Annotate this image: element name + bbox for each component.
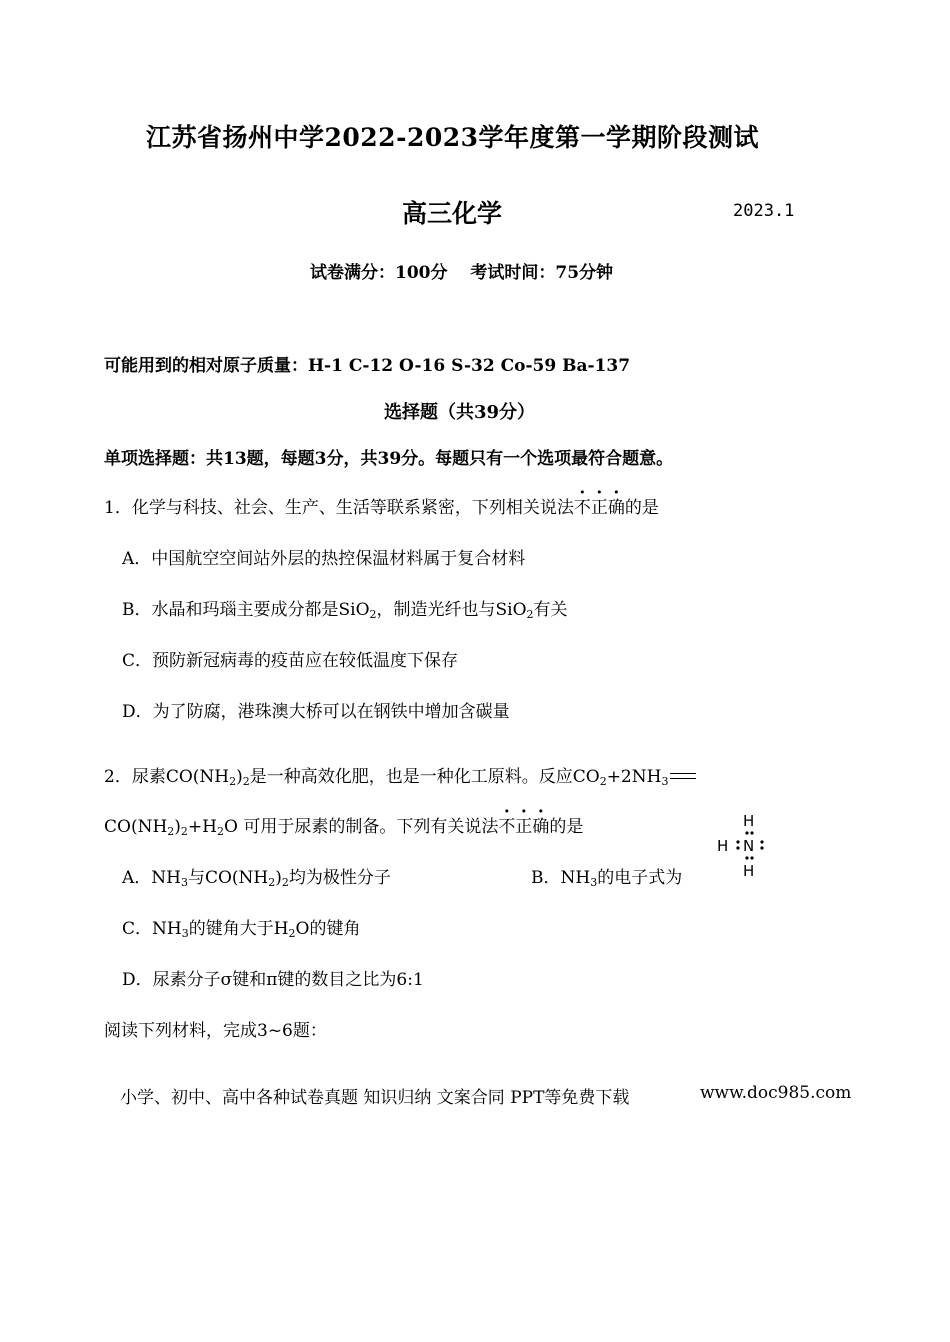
q1-stem-text: 1．化学与科技、社会、生产、生活等联系紧密，下列相关说法 bbox=[104, 498, 574, 518]
lewis-electron-dots bbox=[714, 812, 774, 884]
q2-option-a-text: ) bbox=[275, 868, 282, 888]
q2-option-d: D．尿素分子σ键和π键的数目之比为6:1 bbox=[122, 970, 424, 990]
q2-option-a bbox=[122, 863, 391, 888]
q1-option-b-text: 有关 bbox=[533, 600, 568, 620]
lewis-h-top: H bbox=[743, 812, 755, 830]
q2-option-b-text: B．NH bbox=[531, 868, 591, 888]
q2-emph-char: 正 bbox=[515, 817, 533, 837]
q2-option-b bbox=[531, 863, 682, 888]
q2-text: 的是 bbox=[549, 817, 584, 837]
exam-date: 2023.1 bbox=[733, 201, 795, 221]
q1-option-b bbox=[122, 595, 568, 620]
q2-option-c bbox=[122, 914, 360, 939]
q2-text: +H bbox=[187, 817, 217, 837]
subscript: 3 bbox=[181, 927, 189, 940]
atomic-masses: 可能用到的相对原子质量：H-1 C-12 O-16 S-32 Co-59 Ba-137 bbox=[104, 356, 631, 376]
q1-emph-char: 正 bbox=[590, 498, 608, 518]
exam-title: 江苏省扬州中学2022-2023学年度第一学期阶段测试 bbox=[146, 123, 760, 152]
footer-text: 小学、初中、高中各种试卷真题 知识归纳 文案合同 PPT等免费下载 bbox=[120, 1088, 630, 1108]
q1-emph-char: 确 bbox=[607, 498, 625, 518]
q2-option-c-text: C．NH bbox=[122, 919, 182, 939]
section-instruction: 单项选择题：共13题，每题3分，共39分。每题只有一个选项最符合题意。 bbox=[104, 449, 674, 469]
lewis-h-left: H bbox=[717, 837, 729, 855]
subscript: 2 bbox=[167, 825, 175, 838]
q2-option-a-text: 与CO(NH bbox=[187, 868, 269, 888]
q2-emph-char: 确 bbox=[532, 817, 550, 837]
reading-instruction: 阅读下列材料，完成3~6题： bbox=[104, 1021, 327, 1041]
q2-text: 是一种高效化肥，也是一种化工原料。反应CO bbox=[249, 767, 600, 787]
subscript: 2 bbox=[217, 825, 224, 838]
q2-emph-char: 不 bbox=[498, 817, 516, 837]
q1-option-a: A．中国航空空间站外层的热控保温材料属于复合材料 bbox=[122, 549, 526, 569]
q1-option-b-text: B．水晶和玛瑙主要成分都是SiO bbox=[122, 600, 370, 620]
q1-option-b-text: ，制造光纤也与SiO bbox=[376, 600, 527, 620]
q2-option-a-text: 均为极性分子 bbox=[288, 868, 391, 888]
subject-title: 高三化学 bbox=[402, 199, 503, 228]
lewis-n-center: N bbox=[743, 837, 755, 855]
q2-text: ) bbox=[236, 767, 243, 787]
q2-option-a-text: A．NH bbox=[122, 868, 181, 888]
lewis-h-bottom: H bbox=[743, 862, 755, 880]
exam-info: 试卷满分：100分 考试时间：75分钟 bbox=[310, 263, 614, 283]
subscript: 2 bbox=[242, 775, 250, 788]
subscript: 2 bbox=[229, 775, 237, 788]
q1-option-c: C．预防新冠病毒的疫苗应在较低温度下保存 bbox=[122, 651, 459, 671]
q1-option-d: D．为了防腐，港珠澳大桥可以在钢铁中增加含碳量 bbox=[122, 702, 510, 722]
q1-emphasis bbox=[574, 498, 625, 518]
subscript: 2 bbox=[268, 876, 276, 889]
q2-text: 2．尿素CO(NH bbox=[104, 767, 230, 787]
subscript: 3 bbox=[661, 775, 669, 788]
question-2-stem-line1 bbox=[104, 762, 696, 787]
q2-text: ) bbox=[174, 817, 181, 837]
q2-option-c-text: 的键角大于H bbox=[188, 919, 289, 939]
equilibrium-arrow-icon bbox=[670, 772, 696, 782]
q2-option-b-text: 的电子式为 bbox=[597, 868, 683, 888]
q2-emphasis bbox=[498, 817, 549, 837]
question-2-stem-line2 bbox=[104, 812, 583, 837]
subscript: 2 bbox=[180, 825, 188, 838]
subscript: 2 bbox=[281, 876, 289, 889]
subscript: 3 bbox=[180, 876, 188, 889]
section-title: 选择题（共39分） bbox=[384, 402, 536, 423]
subscript: 2 bbox=[599, 775, 607, 788]
q1-emph-char: 不 bbox=[573, 498, 591, 518]
q2-option-c-text: O的键角 bbox=[295, 919, 361, 939]
nh3-lewis-structure bbox=[714, 812, 774, 882]
subscript: 2 bbox=[288, 927, 296, 940]
subscript: 3 bbox=[590, 876, 598, 889]
q1-stem-tail: 的是 bbox=[624, 498, 659, 518]
q2-text: O 可用于尿素的制备。下列有关说法 bbox=[224, 817, 499, 837]
question-1-stem bbox=[104, 493, 659, 518]
q2-text: CO(NH bbox=[104, 817, 168, 837]
subscript: 2 bbox=[369, 608, 377, 621]
footer-url[interactable]: www.doc985.com bbox=[700, 1083, 852, 1103]
q2-text: +2NH bbox=[606, 767, 662, 787]
subscript: 2 bbox=[526, 608, 534, 621]
